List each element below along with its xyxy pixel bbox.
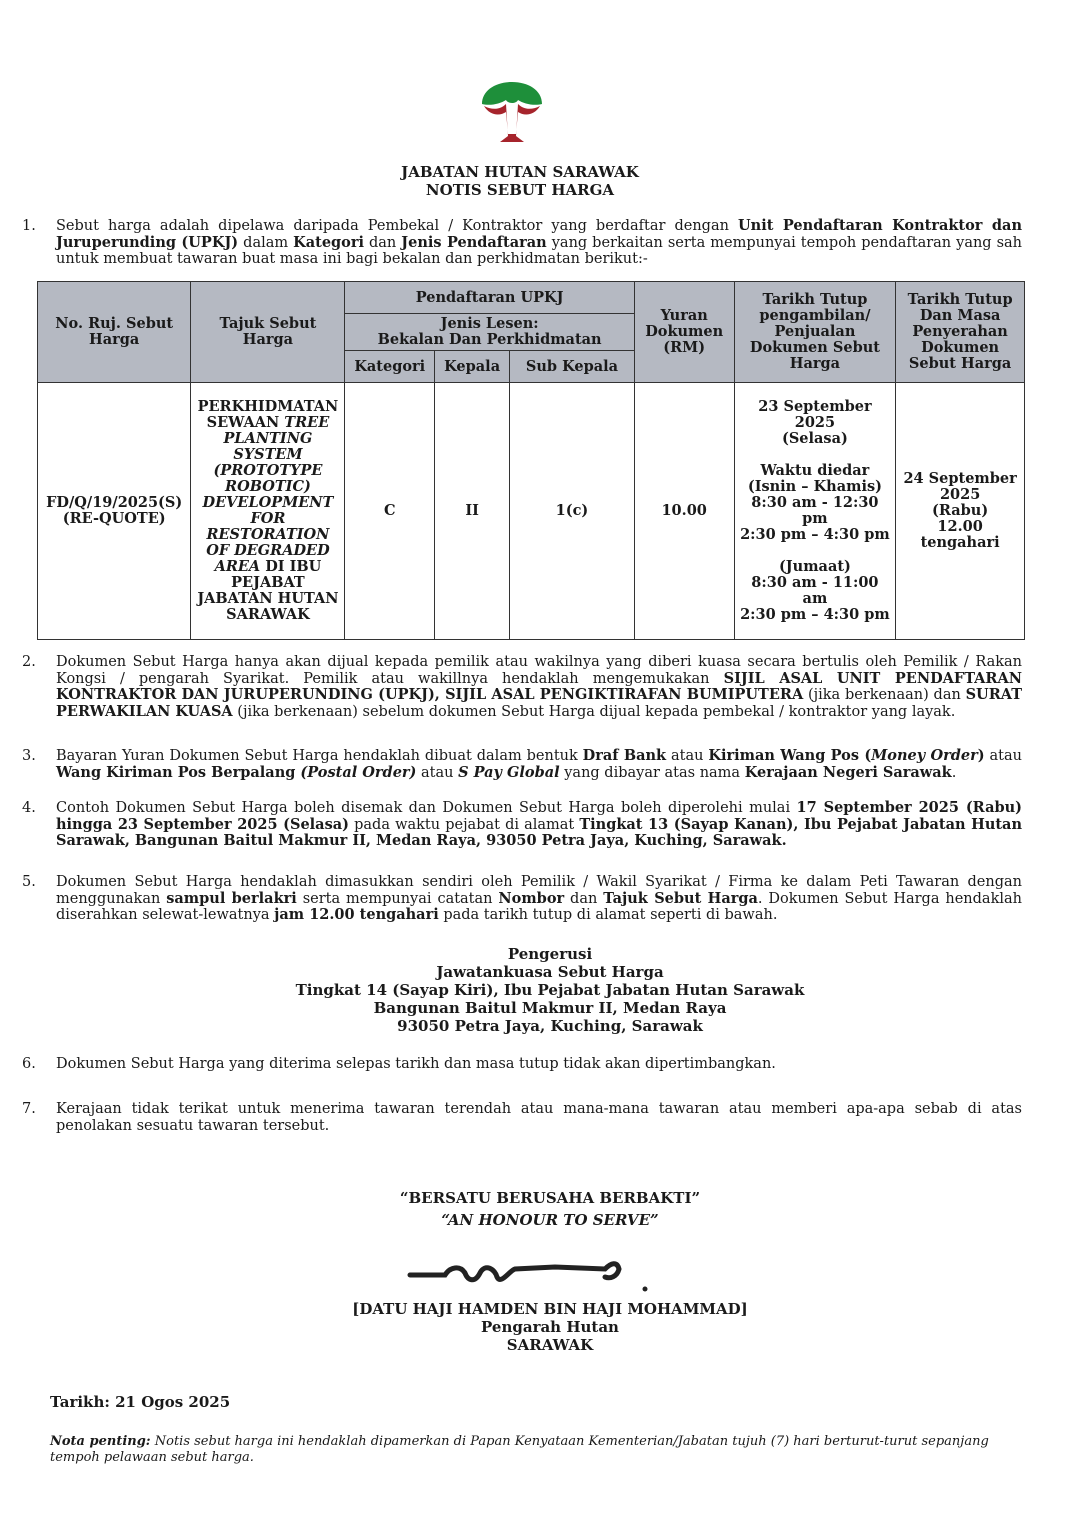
text: atau: [416, 764, 459, 781]
text: atau: [984, 748, 1022, 764]
text: (jika berkenaan) dan: [803, 687, 966, 703]
text: 2:30 pm – 4:30 pm: [740, 526, 890, 543]
text: Draf Bank: [582, 747, 667, 764]
note-label: Nota penting:: [50, 1434, 151, 1449]
paragraph-4: [22, 800, 1022, 850]
text: Tingkat 13 (Sayap Kanan), Ibu Pejabat Jabatan Hutan Sarawak, Bangunan Baitul Makmur II, Medan Raya, 93050 Petra Jaya, Kuching, Sarawak.: [56, 815, 1022, 849]
text: 12.00: [937, 518, 983, 535]
cell-tarikh: [734, 383, 896, 640]
paragraph-number: 5.: [22, 874, 36, 890]
header-kategori: Kategori: [345, 351, 435, 383]
motto: “BERSATU BERUSAHA BERBAKTI”: [399, 1189, 701, 1207]
text: Bekalan Dan Perkhidmatan: [377, 331, 602, 348]
signatory-state: SARAWAK: [506, 1336, 594, 1354]
text: Unit Pendaftaran Kontraktor dan Juruperunding (UPKJ): [56, 217, 1022, 251]
text: Kerajaan tidak terikat untuk menerima tawaran terendah atau mana-mana tawaran atau memberi apa-apa sebab di atas penolakan sesuatu tawaran tersebut.: [56, 1101, 1022, 1134]
text: 24 September 2025: [903, 470, 1017, 503]
text: Sebut harga adalah dipelawa daripada Pembekal / Kontraktor yang berdaftar dengan: [56, 218, 739, 234]
text: sampul berlakri: [166, 889, 297, 907]
text: 8:30 am - 11:00 am: [751, 574, 879, 607]
cell-kepala: II: [435, 383, 510, 640]
org-name: JABATAN HUTAN SARAWAK: [401, 163, 639, 181]
text: atau: [666, 748, 709, 764]
text: Jenis Lesen:: [440, 315, 539, 332]
text: 8:30 am - 12:30 pm: [751, 494, 879, 527]
text: (RE-QUOTE): [62, 510, 166, 527]
text: Wang Kiriman Pos Berpalang: [56, 763, 301, 781]
cell-sub-kepala: 1(c): [510, 383, 635, 640]
text: Dokumen Sebut Harga hendaklah dimasukkan sendiri oleh Pemilik / Wakil Syarikat / Firma ke dalam Peti Tawaran dengan menggunakan: [56, 874, 1022, 907]
text: Contoh Dokumen Sebut Harga boleh disemak dan Dokumen Sebut Harga boleh diperolehi mulai: [56, 800, 797, 816]
text: dalam: [238, 234, 294, 251]
text: SIJIL ASAL UNIT PENDAFTARAN KONTRAKTOR DAN JURUPERUNDING (UPKJ), SIJIL ASAL PENGIKTIRAFAN BUMIPUTERA: [56, 669, 1022, 703]
paragraph-6: [22, 1056, 1022, 1073]
text: Dokumen Sebut Harga yang diterima selepas tarikh dan masa tutup tidak akan dipertimbangkan.: [56, 1056, 776, 1072]
text: dan: [564, 890, 604, 907]
text: 17 September 2025 (Rabu) hingga 23 September 2025 (Selasa): [56, 799, 1022, 833]
table-row: [38, 383, 1025, 640]
paragraph-number: 3.: [22, 748, 36, 764]
header-tarikh: Tarikh Tutup pengambilan/ Penjualan Dokumen Sebut Harga: [734, 282, 896, 383]
cell-tajuk: [191, 383, 345, 640]
text: (Postal Order): [300, 763, 417, 781]
text: Waktu diedar: [760, 462, 870, 479]
text: jam 12.00 tengahari: [274, 906, 439, 923]
quotation-table: [37, 281, 1025, 640]
paragraph-1: [22, 218, 1022, 268]
address-block: [0, 945, 1066, 1035]
header-tutup: Tarikh Tutup Dan Masa Penyerahan Dokumen Sebut Harga: [896, 282, 1025, 383]
text: (jika berkenaan) sebelum dokumen Sebut Harga dijual kepada pembekal / kontraktor yang layak.: [232, 703, 956, 720]
text: yang berkaitan serta mempunyai tempoh pendaftaran yang sah untuk membuat tawaran buat masa ini bagi bekalan dan perkhidmatan berikut:-: [56, 234, 1023, 267]
text: Tajuk Sebut Harga: [603, 889, 758, 907]
cell-kategori: C: [345, 383, 435, 640]
cell-ruj: [38, 383, 191, 640]
text: TREE PLANTING SYSTEM (PROTOTYPE ROBOTIC) DEVELOPMENT FOR RESTORATION OF DEGRADED AREA: [202, 414, 334, 575]
header-yuran: Yuran Dokumen (RM): [634, 282, 734, 383]
signatory-name: [DATU HAJI HAMDEN BIN HAJI MOHAMMAD]: [352, 1300, 748, 1318]
notice-title: NOTIS SEBUT HARGA: [425, 181, 615, 199]
header-tajuk: Tajuk Sebut Harga: [191, 282, 345, 383]
note-text: Notis sebut harga ini hendaklah dipamerkan di Papan Kenyataan Kementerian/Jabatan tujuh (7) hari berturut-turut sepanjang tempoh pelawaan sebut harga.: [50, 1434, 989, 1465]
text: Kerajaan Negeri Sarawak: [744, 763, 952, 781]
paragraph-2: [22, 654, 1022, 720]
text: Nombor: [498, 889, 565, 907]
address-line: Jawatankuasa Sebut Harga: [436, 963, 664, 981]
address-line: Bangunan Baitul Makmur II, Medan Raya: [373, 999, 727, 1017]
text: Kiriman Wang Pos (: [708, 747, 872, 764]
paragraph-number: 2.: [22, 654, 36, 670]
text: FD/Q/19/2025(S): [46, 494, 183, 511]
paragraph-number: 4.: [22, 800, 36, 816]
text: PERKHIDMATAN SEWAAN: [197, 398, 339, 431]
text: 23 September 2025: [758, 398, 872, 431]
paragraph-number: 7.: [22, 1101, 36, 1117]
note: [50, 1434, 1010, 1466]
text: ): [977, 747, 985, 764]
text: Money Order: [871, 747, 978, 764]
text: Kategori: [293, 233, 365, 251]
motto-english: “AN HONOUR TO SERVE”: [441, 1211, 659, 1229]
text: yang dibayar atas nama: [559, 764, 745, 781]
text: pada waktu pejabat di alamat: [349, 816, 580, 833]
signatory-block: [0, 1300, 1066, 1354]
text: (Rabu): [932, 502, 989, 519]
paragraph-5: [22, 874, 1022, 924]
text: Dokumen Sebut Harga hanya akan dijual kepada pemilik atau wakilnya yang diberi kuasa secara bertulis oleh Pemilik / Rakan Kongsi / pengarah Syarikat. Pemilik atau wakillnya hendaklah mengemukakan: [56, 654, 1022, 687]
header-upkj: Pendaftaran UPKJ: [345, 282, 634, 314]
text: DI IBU PEJABAT JABATAN HUTAN SARAWAK: [197, 558, 339, 623]
address-line: Pengerusi: [507, 945, 593, 963]
text: Jenis Pendaftaran: [401, 233, 547, 251]
paragraph-3: [22, 748, 1022, 781]
address-line: 93050 Petra Jaya, Kuching, Sarawak: [397, 1017, 703, 1035]
text: pada tarikh tutup di alamat seperti di bawah.: [438, 907, 778, 923]
text: serta mempunyai catatan: [296, 890, 499, 907]
text: 2:30 pm – 4:30 pm: [740, 606, 890, 623]
cell-yuran: 10.00: [634, 383, 734, 640]
text: SURAT PERWAKILAN KUASA: [56, 686, 1022, 720]
header-kepala: Kepala: [435, 351, 510, 383]
paragraph-7: [22, 1101, 1022, 1134]
header-ruj: No. Ruj. Sebut Harga: [38, 282, 191, 383]
signature-icon: [405, 1255, 655, 1295]
text: . Dokumen Sebut Harga hendaklah diserahkan selewat-lewatnya: [56, 890, 1022, 923]
text: dan: [364, 234, 402, 251]
text: S Pay Global: [458, 763, 560, 781]
text: (Selasa): [781, 430, 848, 447]
text: (Isnin – Khamis): [747, 478, 882, 495]
text: tengahari: [920, 534, 1000, 551]
header-lesen: [345, 314, 634, 351]
text: Bayaran Yuran Dokumen Sebut Harga hendaklah dibuat dalam bentuk: [56, 748, 583, 764]
signatory-title: Pengarah Hutan: [481, 1318, 619, 1336]
address-line: Tingkat 14 (Sayap Kiri), Ibu Pejabat Jabatan Hutan Sarawak: [295, 981, 805, 999]
paragraph-number: 6.: [22, 1056, 36, 1072]
date: Tarikh: 21 Ogos 2025: [50, 1393, 231, 1411]
text: .: [951, 764, 957, 781]
paragraph-number: 1.: [22, 218, 36, 234]
cell-tutup: [896, 383, 1025, 640]
header-sub-kepala: Sub Kepala: [510, 351, 635, 383]
forest-department-logo-icon: [478, 80, 546, 146]
text: (Jumaat): [778, 558, 851, 575]
